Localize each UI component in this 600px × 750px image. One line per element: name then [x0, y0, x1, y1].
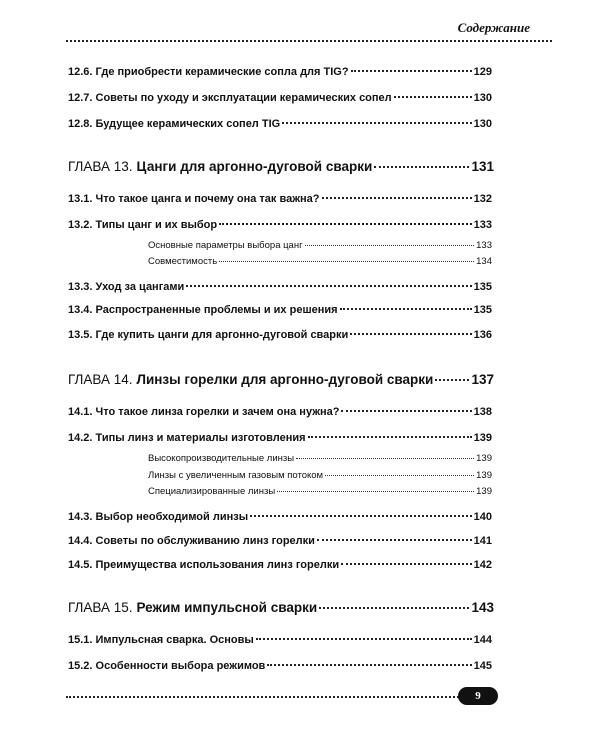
dot-leader: [186, 285, 471, 287]
toc-entry-title: 14.2. Типы линз и материалы изготовления: [68, 432, 306, 444]
dot-leader: [394, 96, 472, 98]
toc-subentry-row: [148, 470, 492, 481]
toc-entry-title: 13.5. Где купить цанги для аргонно-дуговой сварки: [68, 329, 349, 341]
toc-page-number: 130: [473, 92, 492, 104]
toc-page-number: 139: [476, 486, 492, 497]
dot-leader: [305, 245, 475, 246]
toc-entry-row: [68, 193, 492, 205]
toc-subentry-row: [148, 453, 492, 464]
toc-page-number: 133: [476, 240, 492, 251]
toc-entry-row: [68, 329, 492, 341]
toc-chapter-number: ГЛАВА 15.: [68, 600, 133, 615]
toc-entry-row: [68, 559, 492, 571]
toc-entry-title: 12.6. Где приобрести керамические сопла для TIG?: [68, 66, 349, 78]
toc-entry-row: [68, 634, 492, 646]
toc-entry-title: 12.8. Будущее керамических сопел TIG: [68, 118, 281, 130]
toc-page-number: 139: [476, 470, 492, 481]
toc-entry-row: [68, 66, 492, 78]
toc-entry-row: [68, 92, 492, 104]
toc-chapter-row: [68, 372, 494, 387]
toc-chapter-number: ГЛАВА 14.: [68, 372, 133, 387]
toc-entry-title: 12.7. Советы по уходу и эксплуатации керамических сопел: [68, 92, 392, 104]
toc-chapter-number: ГЛАВА 13.: [68, 159, 133, 174]
toc-entry-title: 13.4. Распространенные проблемы и их решения: [68, 304, 338, 316]
toc-page-number: 144: [473, 634, 492, 646]
toc-entry-row: [68, 304, 492, 316]
toc-entry-row: [68, 511, 492, 523]
toc-entry-row: [68, 219, 492, 231]
toc-page-number: 142: [473, 559, 492, 571]
toc-entry-title: Линзы с увеличенным газовым потоком: [148, 470, 324, 481]
dot-leader: [350, 333, 471, 335]
toc-entry-row: [68, 660, 492, 672]
toc-entry-title: Режим импульсной сварки: [136, 600, 318, 615]
dot-leader: [250, 515, 472, 517]
toc-entry-title: 15.1. Импульсная сварка. Основы: [68, 634, 254, 646]
toc-chapter-row: [68, 159, 494, 174]
dot-leader: [351, 70, 472, 72]
page-header-title: Содержание: [457, 20, 530, 35]
toc-page-number: 138: [473, 406, 492, 418]
toc-page-number: 130: [473, 118, 492, 130]
toc-entry-title: Основные параметры выбора цанг: [148, 240, 303, 251]
toc-page-number: 132: [473, 193, 492, 205]
toc-page-number: 135: [473, 281, 492, 293]
dot-leader: [256, 638, 472, 640]
toc-page-number: 139: [473, 432, 492, 444]
toc-entry-title: Высокопроизводительные линзы: [148, 453, 295, 464]
toc-entry-row: [68, 118, 492, 130]
dot-leader: [341, 410, 471, 412]
dot-leader: [296, 458, 474, 459]
toc-page-number: 145: [473, 660, 492, 672]
toc-entry-row: [68, 281, 492, 293]
toc-page-number: 131: [471, 159, 494, 174]
footer-dotted-rule: [66, 696, 466, 698]
toc-page-number: 139: [476, 453, 492, 464]
toc-entry-title: 13.1. Что такое цанга и почему она так важна?: [68, 193, 320, 205]
toc-entry-title: 13.2. Типы цанг и их выбор: [68, 219, 218, 231]
toc-entry-title: 14.4. Советы по обслуживанию линз горелки: [68, 535, 315, 547]
toc-page-number: 137: [471, 372, 494, 387]
toc-entry-row: [68, 432, 492, 444]
toc-subentry-row: [148, 240, 492, 251]
dot-leader: [277, 491, 474, 492]
toc-page-number: 129: [473, 66, 492, 78]
toc-page-number: 136: [473, 329, 492, 341]
toc-entry-title: 14.3. Выбор необходимой линзы: [68, 511, 249, 523]
toc-subentry-row: [148, 256, 492, 267]
toc-entry-title: 14.5. Преимущества использования линз горелки: [68, 559, 340, 571]
toc-page-number: 134: [476, 256, 492, 267]
dot-leader: [219, 261, 474, 262]
toc-chapter-row: [68, 600, 494, 615]
dot-leader: [325, 475, 474, 476]
toc-page-number: 143: [471, 600, 494, 615]
toc-page-number: 140: [473, 511, 492, 523]
dot-leader: [322, 197, 472, 199]
dot-leader: [341, 563, 472, 565]
dot-leader: [374, 166, 469, 168]
toc-page-number: 135: [473, 304, 492, 316]
toc-page-number: 141: [473, 535, 492, 547]
dot-leader: [219, 223, 472, 225]
dot-leader: [308, 436, 472, 438]
toc-entry-row: [68, 535, 492, 547]
dot-leader: [319, 607, 469, 609]
toc-entry-title: Линзы горелки для аргонно-дуговой сварки: [136, 372, 434, 387]
dot-leader: [435, 379, 469, 381]
toc-subentry-row: [148, 486, 492, 497]
toc-entry-title: 13.3. Уход за цангами: [68, 281, 185, 293]
toc-entry-title: 14.1. Что такое линза горелки и зачем она нужна?: [68, 406, 340, 418]
dot-leader: [317, 539, 472, 541]
toc-entry-title: Цанги для аргонно-дуговой сварки: [136, 159, 373, 174]
dot-leader: [267, 664, 471, 666]
toc-entry-title: Специализированные линзы: [148, 486, 276, 497]
toc-entry-title: 15.2. Особенности выбора режимов: [68, 660, 266, 672]
header-dotted-rule: [66, 40, 552, 42]
dot-leader: [282, 122, 471, 124]
page-number-badge: 9: [458, 687, 498, 705]
toc-entry-row: [68, 406, 492, 418]
dot-leader: [340, 308, 472, 310]
toc-entry-title: Совместимость: [148, 256, 218, 267]
toc-page-number: 133: [473, 219, 492, 231]
